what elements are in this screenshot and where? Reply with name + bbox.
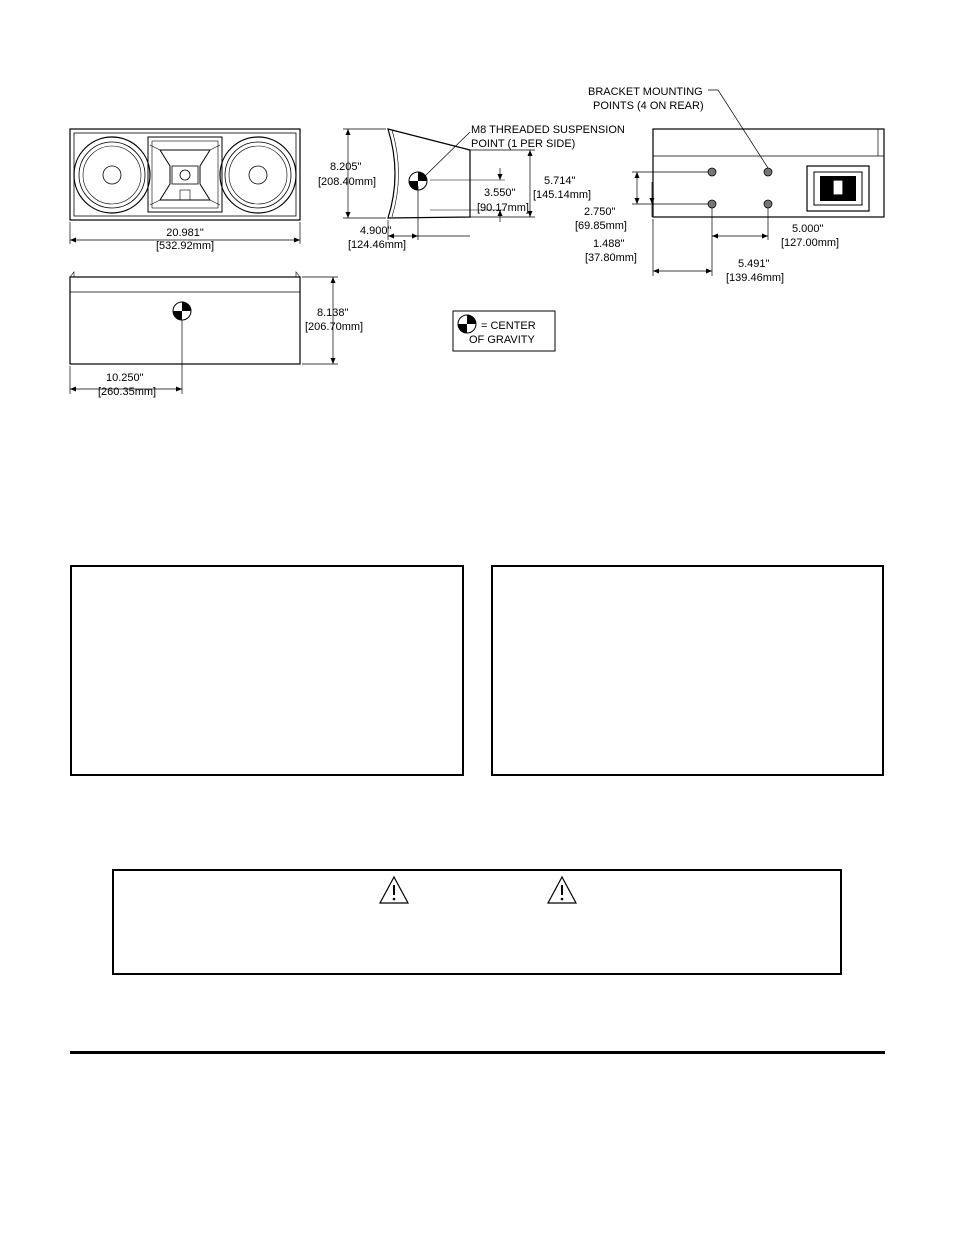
- legend-line-2: OF GRAVITY: [469, 334, 535, 346]
- cog-offset-in: 10.250": [106, 372, 144, 384]
- warning-icon: [378, 875, 410, 905]
- suspension-label-1: M8 THREADED SUSPENSION: [471, 124, 625, 136]
- dimension-drawing: [0, 0, 954, 420]
- suspension-height-mm: [145.14mm]: [533, 189, 592, 201]
- horn: [148, 137, 222, 212]
- hole-offset-v-in: 1.488": [593, 238, 625, 250]
- top-depth-in: 8.138": [317, 307, 349, 319]
- suspension-label-2: POINT (1 PER SIDE): [471, 138, 576, 150]
- warning-icon: [546, 875, 578, 905]
- cog-offset-mm: [260.35mm]: [98, 386, 157, 398]
- hole-offset-v-mm: [37.80mm]: [585, 252, 637, 264]
- bracket-label-2: POINTS (4 ON REAR): [593, 100, 704, 112]
- cog-depth-mm: [124.46mm]: [348, 239, 407, 251]
- cog-height-in: 3.550": [484, 187, 516, 199]
- right-info-box: [491, 565, 884, 776]
- rear-view: [632, 90, 884, 276]
- hole-spacing-v-mm: [69.85mm]: [575, 220, 627, 232]
- top-cog-symbol: [173, 302, 191, 320]
- right-woofer: [220, 137, 296, 213]
- legend-line-1: = CENTER: [481, 320, 536, 332]
- side-height-mm: [208.40mm]: [318, 176, 377, 188]
- warning-box: [112, 869, 842, 975]
- cog-depth-in: 4.900": [360, 225, 392, 237]
- cog-height-mm: [90.17mm]: [477, 202, 529, 214]
- top-depth-mm: [206.70mm]: [305, 321, 364, 333]
- front-width-mm: [532.92mm]: [155, 240, 215, 252]
- left-woofer: [74, 137, 150, 213]
- hole-spacing-h-mm: [127.00mm]: [781, 237, 840, 249]
- left-info-box: [70, 565, 464, 776]
- front-width-in: 20.981": [166, 227, 204, 239]
- hole-offset-h-in: 5.491": [738, 258, 770, 270]
- bracket-label-1: BRACKET MOUNTING: [588, 86, 703, 98]
- hole-spacing-v-in: 2.750": [584, 206, 616, 218]
- footer-rule: [70, 1051, 885, 1054]
- hole-spacing-h-in: 5.000": [792, 223, 824, 235]
- side-cog-symbol: [409, 172, 427, 190]
- side-height-in: 8.205": [330, 161, 362, 173]
- suspension-height-in: 5.714": [544, 175, 576, 187]
- hole-offset-h-mm: [139.46mm]: [726, 272, 785, 284]
